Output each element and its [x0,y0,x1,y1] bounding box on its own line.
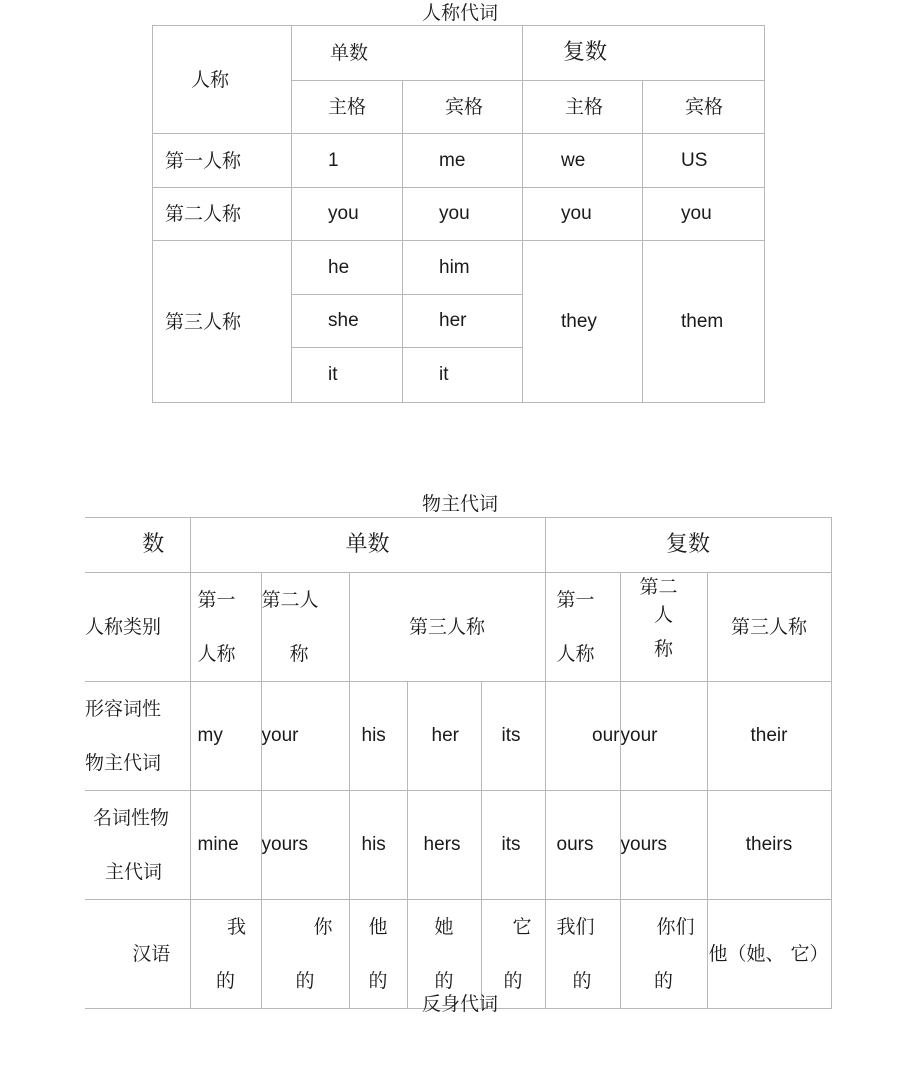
value-cell: his [349,682,407,791]
category-label: 人称类别 [85,573,190,682]
chinese-cell: 她 的 [407,900,481,1009]
sg-subject-cell: you [292,188,403,241]
sg-subject-cell: it [292,348,403,403]
header-pl-object: 宾格 [643,81,765,134]
value-cell: its [481,682,545,791]
category-sg-first: 第一 人称 [190,573,261,682]
chinese-cell: 他 的 [349,900,407,1009]
row-person-label: 第三人称 [153,241,292,403]
value-cell: mine [190,791,261,900]
value-cell: your [261,682,349,791]
sg-subject-cell: she [292,295,403,348]
value-cell: their [707,682,831,791]
possessive-pronouns-table [85,517,832,1009]
pl-object-cell: US [643,134,765,188]
pl-subject-cell: you [523,188,643,241]
chinese-cell: 它 的 [481,900,545,1009]
value-cell: theirs [707,791,831,900]
table-row [153,188,765,241]
value-cell: yours [620,791,707,900]
pl-subject-cell: we [523,134,643,188]
chinese-cell: 我们 的 [545,900,620,1009]
chinese-label: 汉语 [85,900,190,1009]
header-singular: 单数 [292,26,523,81]
category-pl-third: 第三人称 [707,573,831,682]
value-cell: ours [545,791,620,900]
noun-label: 名词性物 主代词 [85,791,190,900]
table-row [85,682,831,791]
value-cell: its [481,791,545,900]
table-row [153,134,765,188]
header-sg-subject: 主格 [292,81,403,134]
sg-subject-cell: 1 [292,134,403,188]
sg-object-cell: it [403,348,523,403]
header-singular: 单数 [190,518,545,573]
header-sg-object: 宾格 [403,81,523,134]
category-pl-second: 第二 人 称 [620,573,707,682]
category-sg-second: 第二人 称 [261,573,349,682]
value-cell: his [349,791,407,900]
table-row [153,241,765,295]
category-pl-first: 第一 人称 [545,573,620,682]
pl-object-cell: you [643,188,765,241]
value-cell: hers [407,791,481,900]
header-plural: 复数 [523,26,765,81]
pl-subject-cell: they [523,241,643,403]
value-cell: yours [261,791,349,900]
personal-pronouns-table [152,25,765,403]
header-plural: 复数 [545,518,831,573]
chinese-cell: 你们 的 [620,900,707,1009]
adjective-label: 形容词性 物主代词 [85,682,190,791]
header-number: 数 [85,518,190,573]
header-person: 人称 [153,26,292,134]
value-cell: her [407,682,481,791]
reflexive-pronouns-title: 反身代词 [421,993,498,1015]
possessive-pronouns-title: 物主代词 [421,493,498,515]
sg-subject-cell: he [292,241,403,295]
value-cell: my [190,682,261,791]
category-sg-third: 第三人称 [349,573,545,682]
row-person-label: 第一人称 [153,134,292,188]
table-row [85,791,831,900]
value-cell: your [620,682,707,791]
sg-object-cell: him [403,241,523,295]
sg-object-cell: her [403,295,523,348]
header-pl-subject: 主格 [523,81,643,134]
sg-object-cell: you [403,188,523,241]
sg-object-cell: me [403,134,523,188]
chinese-third-plural: 他（她、 它） [707,900,831,1009]
row-person-label: 第二人称 [153,188,292,241]
pl-object-cell: them [643,241,765,403]
chinese-cell: 你 的 [261,900,349,1009]
chinese-cell: 我 的 [190,900,261,1009]
value-cell: our [545,682,620,791]
personal-pronouns-title: 人称代词 [421,2,498,24]
